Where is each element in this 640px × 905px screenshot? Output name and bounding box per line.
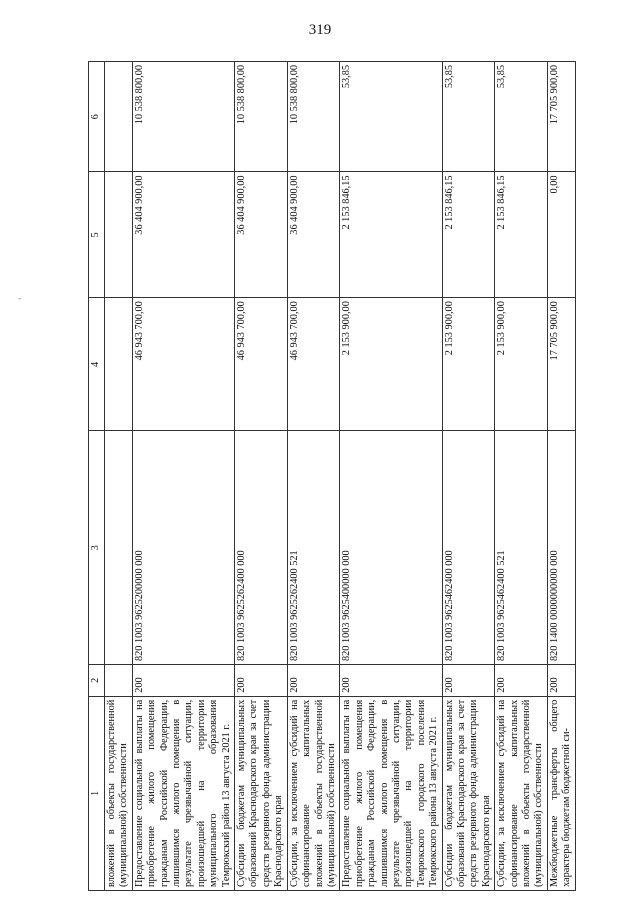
table-row [547,62,575,891]
amount-col6-cell: 53,85 [442,62,495,172]
column-number-1: 1 [89,696,105,890]
rotated-table-frame [88,61,604,891]
budget-code-cell: 820 1003 9625262400 521 [287,431,340,665]
budget-code-cell: 820 1003 9625200000 000 [132,431,234,665]
amount-col5-cell [105,172,133,298]
amount-col5-cell: 2 153 846,15 [442,172,495,298]
item-name-cell: Межбюджетные трансферты общего характера бюджетам бюджетной си- [547,696,575,890]
grbs-code-cell: 200 [547,665,575,697]
table-row [442,62,495,891]
page-number: 319 [308,22,332,38]
amount-col5-cell: 36 404 900,00 [132,172,234,298]
grbs-code-cell [105,665,133,697]
amount-col4-cell: 2 153 900,00 [442,298,495,431]
amount-col4-cell: 46 943 700,00 [235,298,288,431]
amount-col6-cell: 53,85 [495,62,548,172]
budget-code-cell: 820 1003 9625462400 521 [495,431,548,665]
item-name-cell: Субсидии, за исключением субсидий на софинансирование капитальных вложений в объекты государственной (муниципальной) собственности [495,696,548,890]
budget-code-cell [105,431,133,665]
item-name-cell: вложений в объекты государственной (муниципальной) собственности [105,696,133,890]
column-number-4: 4 [89,298,105,431]
table-row [340,62,442,891]
amount-col4-cell: 46 943 700,00 [132,298,234,431]
amount-col4-cell: 2 153 900,00 [340,298,442,431]
amount-col5-cell: 36 404 900,00 [235,172,288,298]
item-name-cell: Субсидии бюджетам муниципальных образований Краснодарского края за счет средств резервного фонда администрации Краснодарского края [235,696,288,890]
item-name-cell: Субсидии бюджетам муниципальных образований Краснодарского края за счет средств резервного фонда администрации Краснодарского края [442,696,495,890]
amount-col6-cell: 53,85 [340,62,442,172]
item-name-cell: Предоставление социальной выплаты на приобретение жилого помещения гражданам Российской Федерации, лишившимся жилого помещения в результате чрезвычайной ситуации, произошедшей на территории муниципального образования Темрюкский район 13 августа 2021 г. [132,696,234,890]
column-number-row [89,62,105,891]
grbs-code-cell: 200 [132,665,234,697]
table-row [287,62,340,891]
budget-code-cell: 820 1003 9625262400 000 [235,431,288,665]
amount-col6-cell: 10 538 800,00 [132,62,234,172]
amount-col6-cell: 17 705 900,00 [547,62,575,172]
budget-code-cell: 820 1400 0000000000 000 [547,431,575,665]
amount-col5-cell: 36 404 900,00 [287,172,340,298]
grbs-code-cell: 200 [287,665,340,697]
column-number-3: 3 [89,431,105,665]
table-row [235,62,288,891]
item-name-cell: Предоставление социальной выплаты на приобретение жилого помещения гражданам Российской Федерации, лишившимся жилого помещения в результате чрезвычайной ситуации, произошедшей на территории Темрюкского городского поселения Темрюкского района 13 августа 2021 г. [340,696,442,890]
amount-col4-cell: 2 153 900,00 [495,298,548,431]
grbs-code-cell: 200 [235,665,288,697]
grbs-code-cell: 200 [442,665,495,697]
amount-col5-cell: 0,00 [547,172,575,298]
amount-col4-cell: 17 705 900,00 [547,298,575,431]
amount-col5-cell: 2 153 846,15 [340,172,442,298]
amount-col6-cell [105,62,133,172]
column-number-5: 5 [89,172,105,298]
amount-col6-cell: 10 538 800,00 [235,62,288,172]
item-name-cell: Субсидии, за исключением субсидий на софинансирование капитальных вложений в объекты государственной (муниципальной) собственности [287,696,340,890]
grbs-code-cell: 200 [340,665,442,697]
stray-mark: - [18,293,21,303]
column-number-2: 2 [89,665,105,697]
table-row [495,62,548,891]
amount-col4-cell: 46 943 700,00 [287,298,340,431]
amount-col4-cell [105,298,133,431]
budget-code-cell: 820 1003 9625400000 000 [340,431,442,665]
column-number-6: 6 [89,62,105,172]
rotated-table-content [88,61,604,891]
budget-table-body [89,62,576,891]
budget-code-cell: 820 1003 9625462400 000 [442,431,495,665]
table-row [105,62,133,891]
table-row [132,62,234,891]
amount-col6-cell: 10 538 800,00 [287,62,340,172]
budget-table [88,61,576,891]
grbs-code-cell: 200 [495,665,548,697]
amount-col5-cell: 2 153 846,15 [495,172,548,298]
